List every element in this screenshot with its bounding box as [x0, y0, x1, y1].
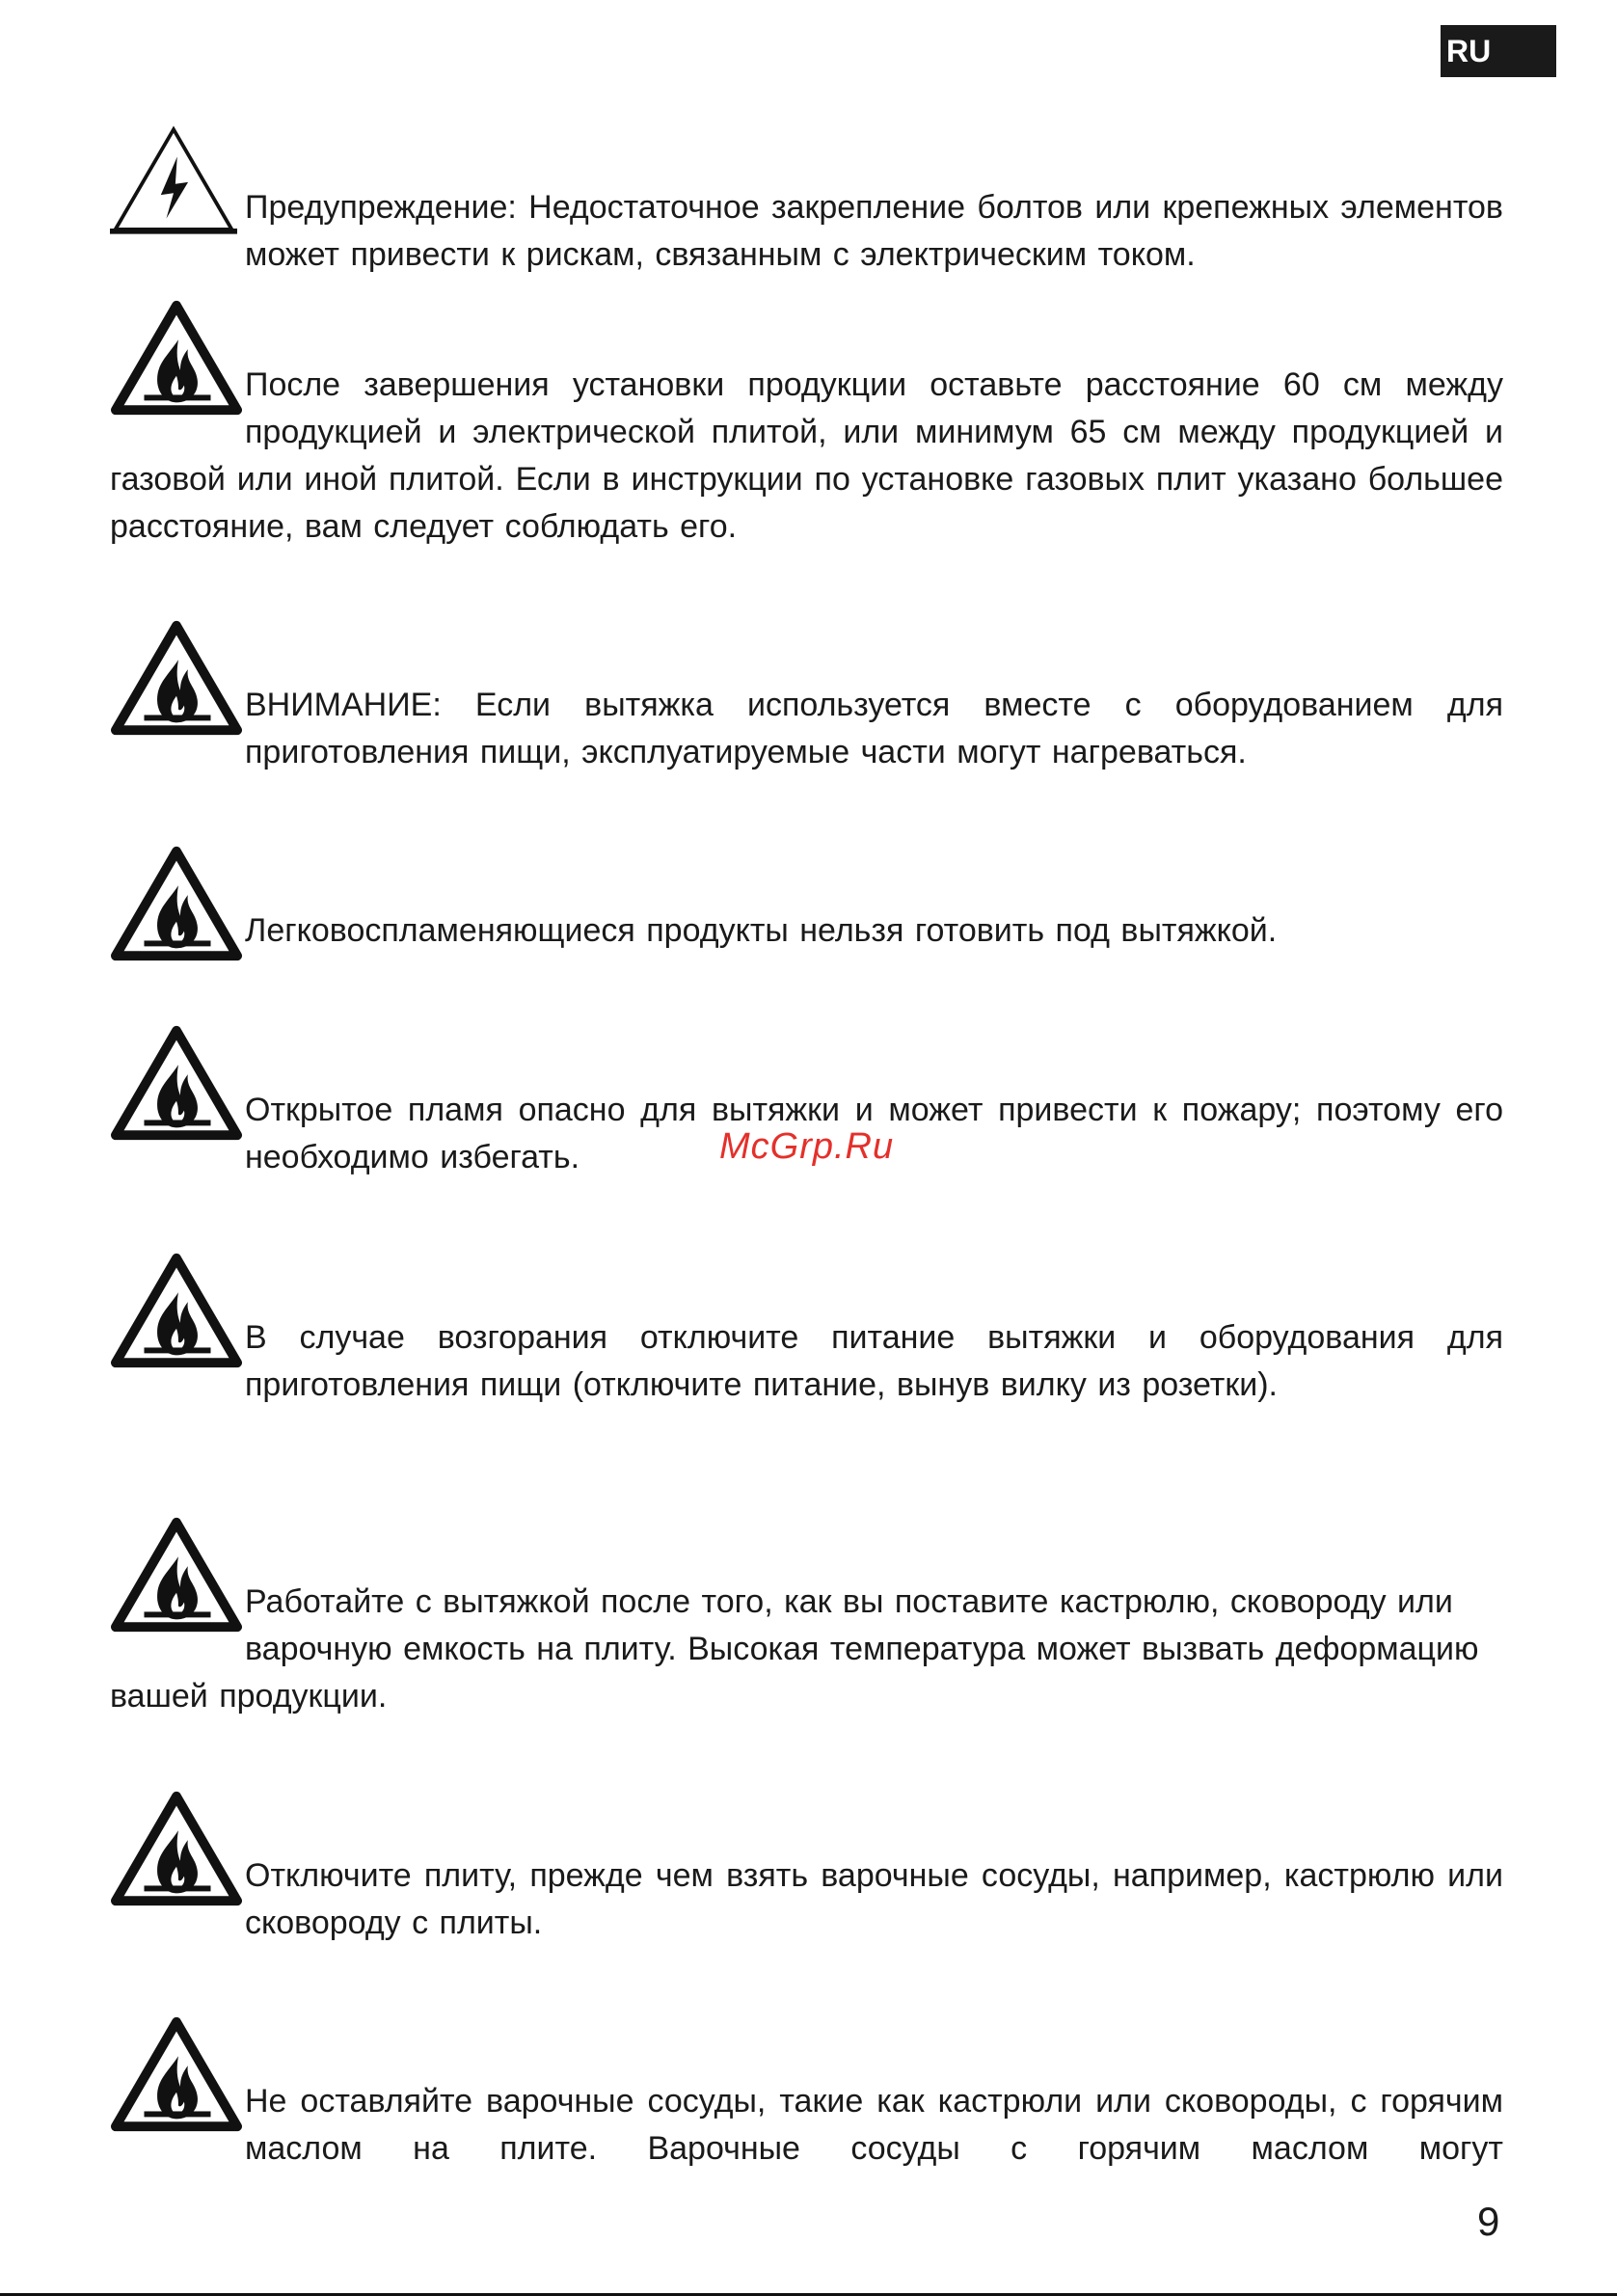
- page-number: 9: [1477, 2199, 1500, 2244]
- warning-item: [110, 299, 1503, 551]
- fire-hazard-icon: [110, 1024, 245, 1144]
- fire-hazard-icon: [110, 1790, 245, 1909]
- warning-item: [110, 619, 1503, 776]
- warning-item: [110, 1252, 1503, 1409]
- warning-item: [110, 1516, 1503, 1720]
- warning-text: Не оставляйте варочные сосуды, такие как кастрюли или сковороды, с горячим маслом на плите. Варочные сосуды с горячим маслом могут: [245, 2083, 1503, 2167]
- warning-item: [110, 2015, 1503, 2173]
- fire-hazard-icon: [110, 1252, 245, 1371]
- watermark: McGrp.Ru: [719, 1126, 895, 1167]
- fire-hazard-icon: [110, 845, 245, 964]
- warning-text: Легковоспламеняющиеся продукты нельзя готовить под вытяжкой.: [245, 912, 1278, 949]
- warning-text: ВНИМАНИЕ: Если вытяжка используется вместе с оборудованием для приготовления пищи, эксплуатируемые части могут нагреваться.: [245, 687, 1503, 770]
- warning-item: [110, 845, 1503, 964]
- electric-hazard-icon: [110, 122, 245, 241]
- warning-text: После завершения установки продукции оставьте расстояние 60 см между продукцией и электрической плитой, или минимум 65 см между продукцией и газовой или иной плитой. Если в инструкции по установке газовых плит указано большее расстояние, вам следует соблюдать его.: [110, 366, 1503, 545]
- warning-item: [110, 1790, 1503, 1947]
- fire-hazard-icon: [110, 299, 245, 419]
- warning-text: Отключите плиту, прежде чем взять варочные сосуды, например, кастрюлю или сковороду с плиты.: [245, 1857, 1503, 1941]
- warning-text: Предупреждение: Недостаточное закрепление болтов или крепежных элементов может привести к рискам, связанным с электрическим током.: [245, 189, 1503, 273]
- warning-item: [110, 122, 1503, 279]
- warning-text: Открытое пламя опасно для вытяжки и может привести к пожару; поэтому его необходимо избегать.: [245, 1092, 1503, 1175]
- fire-hazard-icon: [110, 2015, 245, 2135]
- fire-hazard-icon: [110, 619, 245, 739]
- warning-text: Работайте с вытяжкой после того, как вы поставите кастрюлю, сковороду или варочную емкость на плиту. Высокая температура может вызвать деформацию вашей продукции.: [110, 1583, 1479, 1715]
- warning-text: В случае возгорания отключите питание вытяжки и оборудования для приготовления пищи (отключите питание, вынув вилку из розетки).: [245, 1319, 1503, 1403]
- fire-hazard-icon: [110, 1516, 245, 1635]
- language-badge: RU: [1441, 25, 1556, 77]
